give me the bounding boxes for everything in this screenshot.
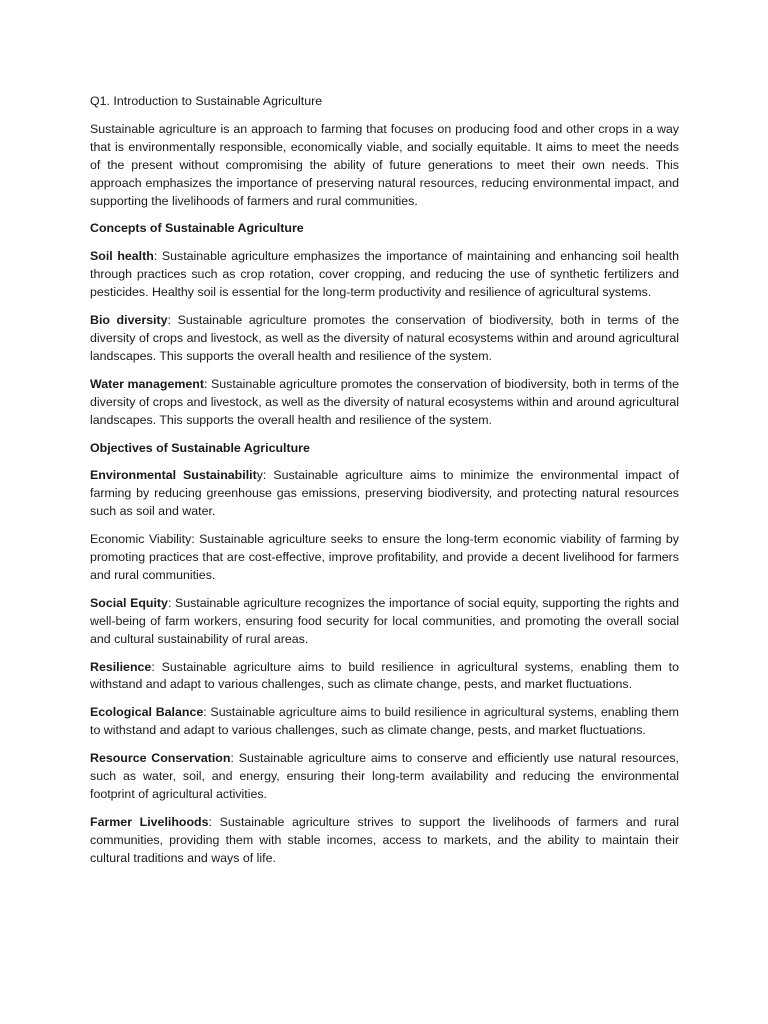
objectives-heading: Objectives of Sustainable Agriculture xyxy=(90,440,310,455)
objective-resource-conservation xyxy=(90,750,679,804)
objective-text: : Sustainable agriculture aims to conserve and efficiently use natural resources, such as water, soil, and energy, ensuring their long-term availability and reducing the environmental footprint of agricultural activities. xyxy=(90,751,679,801)
concept-water-management xyxy=(90,376,679,430)
concept-bio-diversity xyxy=(90,312,679,366)
concept-text: : Sustainable agriculture promotes the conservation of biodiversity, both in terms of the diversity of crops and livestock, as well as the diversity of natural ecosystems within and around agricultural landscapes. This supports the overall health and resilience of the system. xyxy=(90,376,679,427)
intro-paragraph: Sustainable agriculture is an approach to farming that focuses on producing food and other crops in a way that is environmentally responsible, economically viable, and socially equitable. It aims to meet the needs of the present without compromising the ability of future generations to meet their own needs. This approach emphasizes the importance of preserving natural resources, reducing environmental impact, and supporting the livelihoods of farmers and rural communities. xyxy=(90,121,679,208)
objective-economic-viability: Economic Viability: Sustainable agriculture seeks to ensure the long-term economic viability of farming by promoting practices that are cost-effective, improve profitability, and provide a decent livelihood for farmers and rural communities. xyxy=(90,532,679,582)
concept-term: Water management xyxy=(90,376,204,391)
objective-farmer-livelihoods xyxy=(90,814,679,868)
objective-text: : Sustainable agriculture aims to build resilience in agricultural systems, enabling them to withstand and adapt to various challenges, such as climate change, pests, and market fluctuations. xyxy=(90,659,679,692)
concept-term: Soil health xyxy=(90,249,154,264)
objective-term: Ecological Balance xyxy=(90,705,204,720)
objective-text: : Sustainable agriculture recognizes the importance of social equity, supporting the rights and well-being of farm workers, ensuring food security for local communities, and promoting the overall social and cultural sustainability of rural areas. xyxy=(90,595,679,646)
objective-environmental-sustainability xyxy=(90,467,679,521)
concept-text: : Sustainable agriculture promotes the conservation of biodiversity, both in terms of the diversity of crops and livestock, as well as the diversity of natural ecosystems within and around agricultural landscapes. This supports the overall health and resilience of the system. xyxy=(90,313,679,363)
concept-soil-health xyxy=(90,248,679,302)
objective-term: Environmental Sustainabilit xyxy=(90,468,257,483)
objective-term: Social Equity xyxy=(90,595,168,610)
concepts-heading: Concepts of Sustainable Agriculture xyxy=(90,221,304,236)
objective-term: Farmer Livelihoods xyxy=(90,814,209,829)
page-title: Q1. Introduction to Sustainable Agriculture xyxy=(90,94,323,108)
objective-ecological-balance xyxy=(90,704,679,740)
concept-text: : Sustainable agriculture emphasizes the importance of maintaining and enhancing soil health through practices such as crop rotation, cover cropping, and reducing the use of synthetic fertilizers and pesticides. Healthy soil is essential for the long-term productivity and resilience of agricultural systems. xyxy=(90,249,679,300)
concept-term: Bio diversity xyxy=(90,313,168,328)
document-page xyxy=(90,93,679,878)
objective-resilience xyxy=(90,659,679,695)
objective-social-equity xyxy=(90,595,679,649)
objective-term: Resource Conservation xyxy=(90,751,231,766)
objective-text: : Sustainable agriculture strives to support the livelihoods of farmers and rural communities, providing them with stable incomes, access to markets, and the ability to maintain their cultural traditions and ways of life. xyxy=(90,814,679,865)
objective-text: : Sustainable agriculture aims to build resilience in agricultural systems, enabling them to withstand and adapt to various challenges, such as climate change, pests, and market fluctuations. xyxy=(90,705,679,738)
objective-text: y: Sustainable agriculture aims to minimize the environmental impact of farming by reducing greenhouse gas emissions, preserving biodiversity, and protecting natural resources such as soil and water. xyxy=(90,468,680,519)
objective-term: Resilience xyxy=(90,659,152,674)
